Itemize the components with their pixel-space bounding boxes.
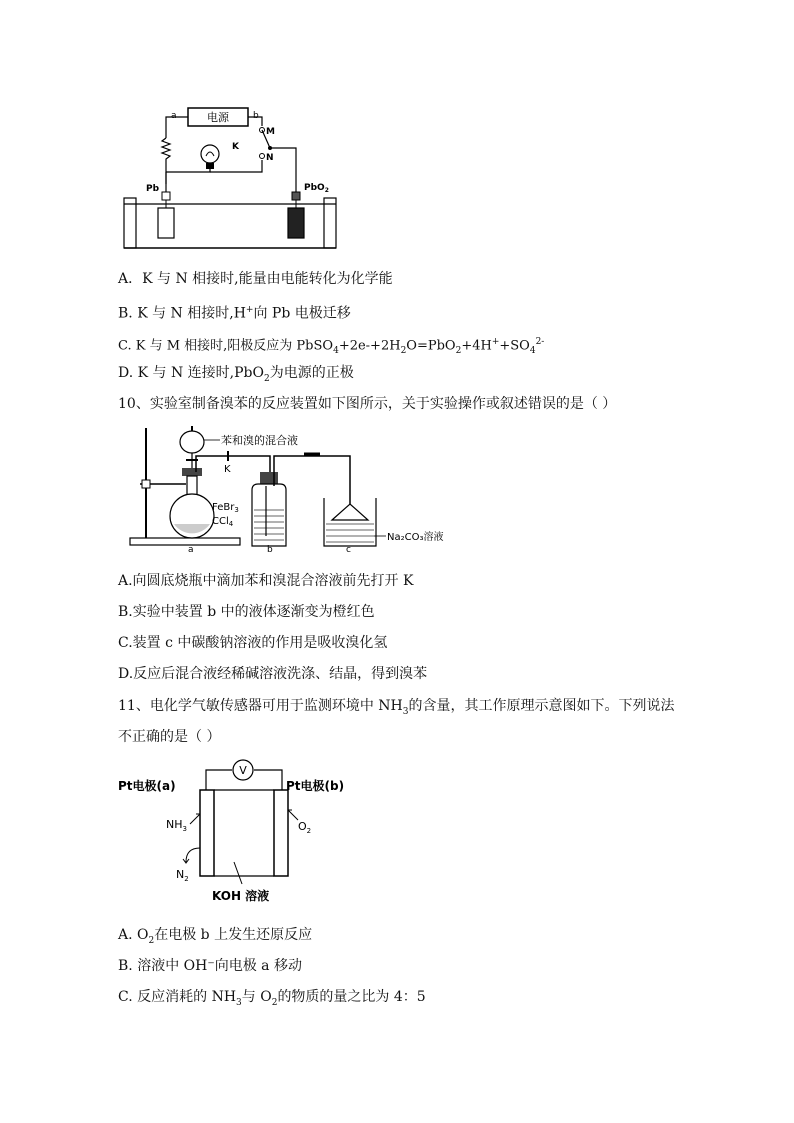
ccl4-label: CCl$_4$ [212,516,234,528]
switch-n-label: N [266,153,274,163]
bromobenzene-apparatus-diagram [124,424,464,554]
apparatus-b-label: b [267,545,273,554]
q11-option-a: A. $O_2$在电极 b 上发生还原反应 [118,927,313,946]
apparatus-a-label: a [188,545,194,554]
pt-electrode-b-label: Pt电极(b) [286,779,345,793]
terminal-a-label: a [171,111,177,121]
gas-sensor-diagram [116,758,376,908]
valve-k-label: K [224,464,231,475]
pb-label: Pb [146,184,160,194]
pt-electrode-a-label: Pt电极(a) [118,779,176,793]
pbo2-label: PbO$_2$ [304,183,329,194]
lead-battery-diagram [118,104,348,252]
switch-k-label: K [232,142,239,152]
voltmeter-label: V [239,764,247,777]
na2co3-label: Na₂CO₃溶液 [387,532,444,543]
q11-question-line2: 不正确的是（ ） [118,729,221,745]
q11-option-b: B. 溶液中 OH⁻向电极 a 移动 [118,958,302,974]
q10-option-b: B.实验中装置 b 中的液体逐渐变为橙红色 [118,604,375,620]
q11-question-line1: 11、电化学气敏传感器可用于监测环境中 $NH_3$的含量，其工作原理示意图如下。下列说法 [118,698,675,717]
nh3-label: $NH_3$ [166,818,187,833]
q10-option-d: D.反应后混合液经稀碱溶液洗涤、结晶，得到溴苯 [118,666,428,682]
power-label: 电源 [207,111,229,124]
n2-label: $N_2$ [176,868,189,883]
q11-option-c: C. 反应消耗的 $NH_3$与 $O_2$的物质的量之比为 4：5 [118,989,426,1008]
q9-option-c: C. K 与 M 相接时,阳极反应为 $PbSO_4+2e-+2H_2O=PbO_2+4H^++SO_4^{2-}$ [118,337,545,356]
apparatus-c-label: c [346,545,351,554]
q9-option-b: B. K 与 N 相接时,H+向 Pb 电极迁移 [118,305,351,322]
switch-m-label: M [266,127,275,137]
q10-option-c: C.装置 c 中碳酸钠溶液的作用是吸收溴化氢 [118,635,388,651]
febr3-label: FeBr$_3$ [212,502,239,514]
koh-label: KOH 溶液 [212,889,270,903]
mixture-label: 苯和溴的混合液 [221,434,298,447]
terminal-b-label: b [253,111,259,121]
q9-option-a: A．K 与 N 相接时,能量由电能转化为化学能 [118,271,393,287]
o2-label: $O_2$ [298,820,312,835]
q10-option-a: A.向圆底烧瓶中滴加苯和溴混合溶液前先打开 K [118,573,414,589]
q10-question: 10、实验室制备溴苯的反应装置如下图所示，关于实验操作或叙述错误的是（ ） [118,396,617,412]
q9-option-d: D. K 与 N 连接时,PbO$_2$为电源的正极 [118,365,354,384]
